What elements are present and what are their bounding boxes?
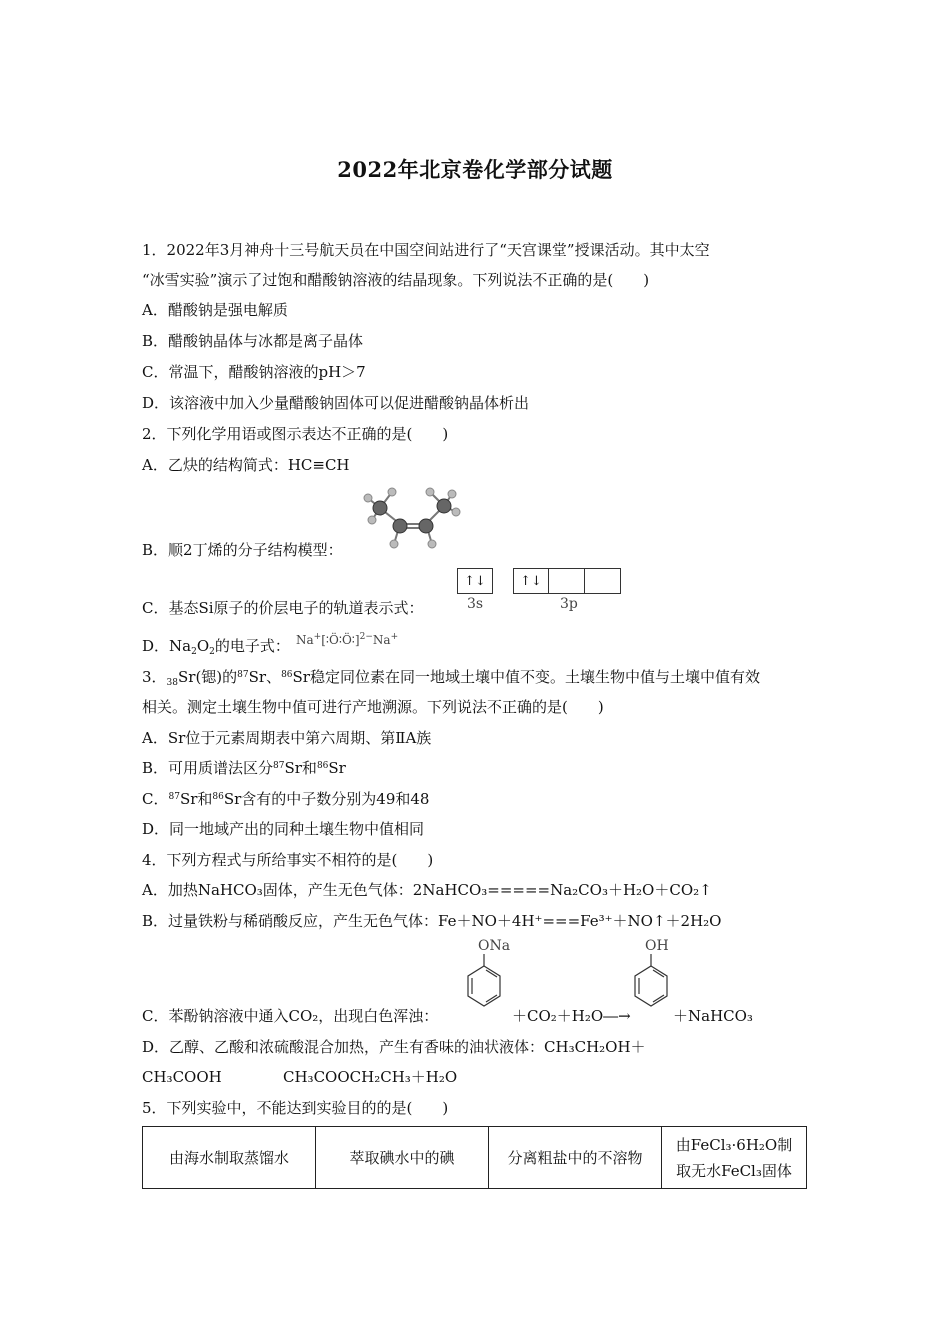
q3-option-d: D．同一地域产出的同种土壤生物中值相同 bbox=[142, 820, 425, 838]
q3-option-b: B．可用质谱法区分$^{87}$Sr和$^{86}$Sr bbox=[142, 759, 346, 777]
q3-stem-line2: 相关。测定土壤生物中值可进行产地溯源。下列说法不正确的是( ) bbox=[142, 698, 604, 716]
q1-option-d: D．该溶液中加入少量醋酸钠固体可以促进醋酸钠晶体析出 bbox=[142, 394, 530, 412]
q5-stem: 5．下列实验中，不能达到实验目的的是( ) bbox=[142, 1099, 449, 1117]
orbital-3p bbox=[513, 568, 621, 594]
q1-option-c: C．常温下，醋酸钠溶液的pH＞7 bbox=[142, 363, 366, 381]
q4-option-b: B．过量铁粉与稀硝酸反应，产生无色气体：Fe＋NO＋4H⁺===Fe³⁺＋NO↑＋2H₂O bbox=[142, 912, 722, 930]
orbital-3s-label: 3s bbox=[467, 596, 484, 612]
q4-option-a: A．加热NaHCO₃固体，产生无色气体：2NaHCO₃=====Na₂CO₃＋H₂O＋CO₂↑ bbox=[142, 881, 712, 899]
ona-label: ONa bbox=[478, 938, 511, 954]
na2o2-electron-formula: Na+[∶Ö∶Ö∶]$^{2-}$Na+ bbox=[296, 632, 399, 647]
q3-stem-line1: 3．$_{38}$Sr(锶)的$^{87}$Sr、$^{86}$Sr稳定同位素在同一地域土壤中值不变。土壤生物中值与土壤中值有效 bbox=[142, 668, 760, 688]
q5-experiment-table bbox=[142, 1126, 807, 1189]
q4-option-d-reactant: CH₃COOH bbox=[142, 1068, 222, 1086]
q2-stem: 2．下列化学用语或图示表达不正确的是( ) bbox=[142, 425, 449, 443]
table-cell: 分离粗盐中的不溶物 bbox=[489, 1127, 662, 1189]
q1-stem-line1: 1．2022年3月神舟十三号航天员在中国空间站进行了“天宫课堂”授课活动。其中太空 bbox=[142, 241, 710, 259]
table-cell: 由海水制取蒸馏水 bbox=[143, 1127, 316, 1189]
q3-option-c: C．$^{87}$Sr和$^{86}$Sr含有的中子数分别为49和48 bbox=[142, 790, 430, 808]
q4-option-c-product: ＋NaHCO₃ bbox=[673, 1007, 753, 1025]
q1-option-b: B．醋酸钠晶体与冰都是离子晶体 bbox=[142, 332, 364, 350]
orbital-box: ↑↓ bbox=[513, 568, 549, 594]
q2-option-c: C．基态Si原子的价层电子的轨道表示式： bbox=[142, 599, 424, 617]
orbital-3p-label: 3p bbox=[560, 596, 578, 612]
orbital-box: ↑↓ bbox=[457, 568, 493, 594]
oh-label: OH bbox=[645, 938, 669, 954]
q4-option-c: C．苯酚钠溶液中通入CO₂，出现白色浑浊： bbox=[142, 1007, 439, 1025]
q1-stem-line2: “冰雪实验”演示了过饱和醋酸钠溶液的结晶现象。下列说法不正确的是( ) bbox=[142, 271, 650, 289]
cis-2-butene-model-icon bbox=[358, 484, 462, 552]
orbital-3s bbox=[457, 568, 493, 594]
q2-option-a: A．乙炔的结构简式：HC≡CH bbox=[142, 456, 350, 474]
table-cell: 由FeCl₃·6H₂O制 取无水FeCl₃固体 bbox=[662, 1127, 807, 1189]
q4-option-c-equation: ＋CO₂＋H₂O―→ bbox=[512, 1007, 631, 1025]
q4-stem: 4．下列方程式与所给事实不相符的是( ) bbox=[142, 851, 434, 869]
page-title: 2022年北京卷化学部分试题 bbox=[337, 157, 613, 182]
q2-option-b: B．顺2丁烯的分子结构模型： bbox=[142, 541, 343, 559]
q1-option-a: A．醋酸钠是强电解质 bbox=[142, 301, 288, 319]
orbital-box-empty bbox=[549, 568, 585, 594]
phenol-ring-icon bbox=[633, 952, 673, 1016]
q2-option-d: D．$Na_2O_2$的电子式： bbox=[142, 637, 290, 657]
phenoxide-ring-icon bbox=[466, 952, 506, 1016]
orbital-box-empty bbox=[585, 568, 621, 594]
table-cell: 萃取碘水中的碘 bbox=[316, 1127, 489, 1189]
q4-option-d-line1: D．乙醇、乙酸和浓硫酸混合加热，产生有香味的油状液体：CH₃CH₂OH＋ bbox=[142, 1038, 646, 1056]
q3-option-a: A．Sr位于元素周期表中第六周期、第ⅡA族 bbox=[142, 729, 432, 747]
q4-option-d-product: CH₃COOCH₂CH₃＋H₂O bbox=[283, 1068, 458, 1086]
